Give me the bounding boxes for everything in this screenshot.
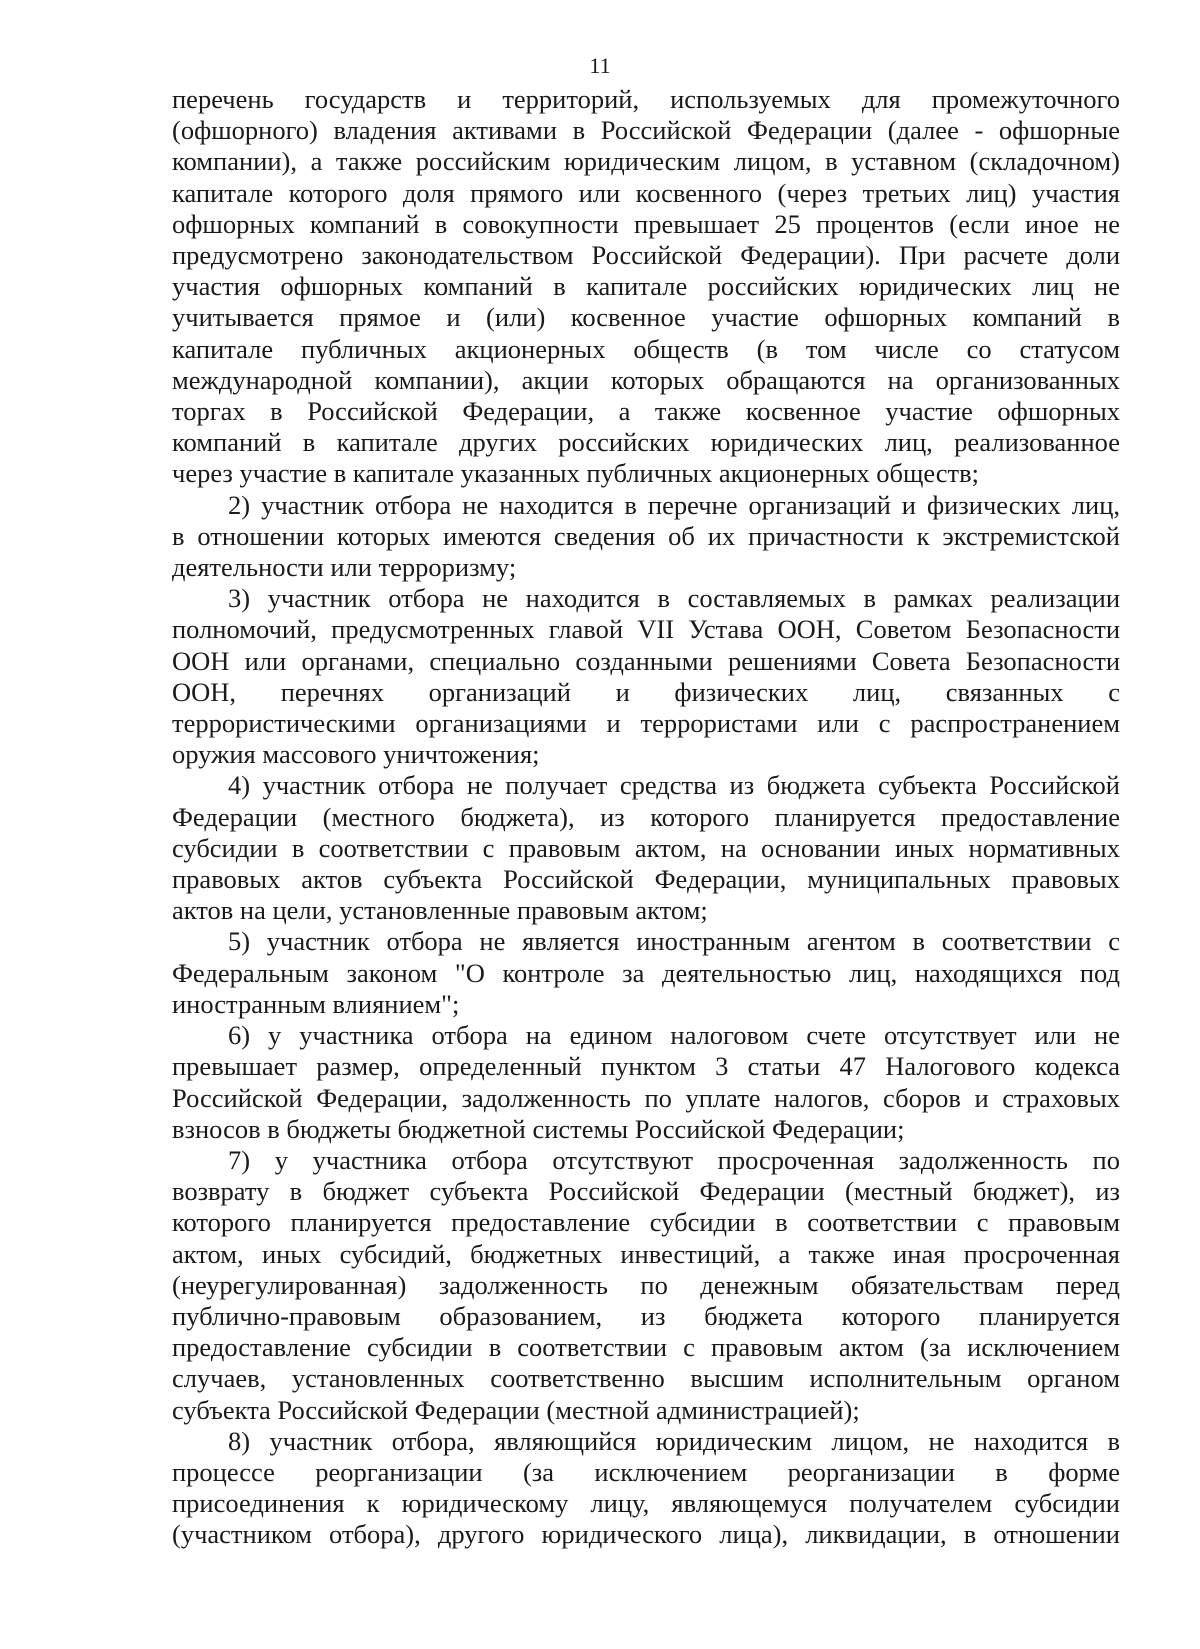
text-line: предусмотрено законодательством Российской Федерации). При расчете доли	[172, 240, 1120, 271]
page-number: 11	[589, 53, 611, 78]
text-line: публично-правовым образованием, из бюджета которого планируется	[172, 1300, 1120, 1331]
paragraph	[172, 490, 1120, 584]
paragraph	[172, 926, 1120, 1020]
text-line: возврату в бюджет субъекта Российской Федерации (местный бюджет), из	[172, 1176, 1120, 1207]
text-line: полномочий, предусмотренных главой VII Устава ООН, Советом Безопасности	[172, 614, 1120, 645]
text-line: Российской Федерации, задолженность по уплате налогов, сборов и страховых	[172, 1082, 1120, 1113]
text-line: которого планируется предоставление субсидии в соответствии с правовым	[172, 1207, 1120, 1238]
text-line: взносов в бюджеты бюджетной системы Российской Федерации;	[172, 1113, 905, 1144]
text-line: 2) участник отбора не находится в перечне организаций и физических лиц,	[228, 489, 1120, 520]
text-line: (участником отбора), другого юридического лица), ликвидации, в отношении	[172, 1519, 1120, 1550]
text-line: перечень государств и территорий, используемых для промежуточного	[172, 84, 1120, 114]
text-line: 7) у участника отбора отсутствуют просроченная задолженность по	[228, 1144, 1120, 1175]
text-line: компании), а также российским юридическим лицом, в уставном (складочном)	[172, 146, 1120, 177]
text-line: (офшорного) владения активами в Российской Федерации (далее - офшорные	[172, 115, 1120, 146]
text-line: субъекта Российской Федерации (местной администрацией);	[172, 1394, 860, 1425]
paragraph	[172, 1020, 1120, 1145]
text-line: торгах в Российской Федерации, а также косвенное участие офшорных	[172, 396, 1120, 427]
text-line: 3) участник отбора не находится в составляемых в рамках реализации	[228, 583, 1120, 614]
paragraph	[172, 1426, 1120, 1551]
text-line: 6) у участника отбора на едином налоговом счете отсутствует или не	[228, 1020, 1120, 1051]
text-line: превышает размер, определенный пунктом 3 статьи 47 Налогового кодекса	[172, 1051, 1120, 1082]
text-line: актом, иных субсидий, бюджетных инвестиций, а также иная просроченная	[172, 1238, 1120, 1269]
text-line: 5) участник отбора не является иностранным агентом в соответствии с	[228, 926, 1120, 957]
text-line: компаний в капитале других российских юридических лиц, реализованное	[172, 427, 1120, 458]
text-line: участия офшорных компаний в капитале российских юридических лиц не	[172, 271, 1120, 302]
text-line: террористическими организациями и террористами или с распространением	[172, 708, 1120, 739]
text-line: иностранным влиянием";	[172, 988, 460, 1019]
text-line: ООН, перечнях организаций и физических лиц, связанных с	[172, 676, 1120, 707]
text-line: в отношении которых имеются сведения об их причастности к экстремистской	[172, 520, 1120, 551]
text-line: правовых актов субъекта Российской Федерации, муниципальных правовых	[172, 864, 1120, 895]
text-line: 8) участник отбора, являющийся юридическим лицом, не находится в	[228, 1425, 1120, 1456]
text-line: международной компании), акции которых обращаются на организованных	[172, 364, 1120, 395]
text-line: случаев, установленных соответственно высшим исполнительным органом	[172, 1363, 1120, 1394]
text-line: (неурегулированная) задолженность по денежным обязательствам перед	[172, 1269, 1120, 1300]
paragraph	[172, 84, 1120, 490]
text-line: 4) участник отбора не получает средства из бюджета субъекта Российской	[228, 770, 1120, 801]
text-line: оружия массового уничтожения;	[172, 739, 540, 770]
text-line: капитале публичных акционерных обществ (в том числе со статусом	[172, 333, 1120, 364]
text-line: актов на цели, установленные правовым актом;	[172, 895, 708, 926]
text-line: предоставление субсидии в соответствии с правовым актом (за исключением	[172, 1332, 1120, 1363]
document-body	[172, 84, 1120, 1551]
text-line: через участие в капитале указанных публичных акционерных обществ;	[172, 458, 980, 489]
text-line: деятельности или терроризму;	[172, 552, 517, 583]
text-line: капитале которого доля прямого или косвенного (через третьих лиц) участия	[172, 177, 1120, 208]
paragraph	[172, 583, 1120, 770]
text-line: процессе реорганизации (за исключением реорганизации в форме	[172, 1456, 1120, 1487]
text-line: офшорных компаний в совокупности превышает 25 процентов (если иное не	[172, 208, 1120, 239]
text-line: Федерации (местного бюджета), из которого планируется предоставление	[172, 801, 1120, 832]
paragraph	[172, 1145, 1120, 1426]
text-line: присоединения к юридическому лицу, являющемуся получателем субсидии	[172, 1488, 1120, 1519]
text-line: Федеральным законом "О контроле за деятельностью лиц, находящихся под	[172, 957, 1120, 988]
paragraph	[172, 770, 1120, 926]
text-line: ООН или органами, специально созданными решениями Совета Безопасности	[172, 645, 1120, 676]
text-line: субсидии в соответствии с правовым актом, на основании иных нормативных	[172, 832, 1120, 863]
text-line: учитывается прямое и (или) косвенное участие офшорных компаний в	[172, 302, 1120, 333]
